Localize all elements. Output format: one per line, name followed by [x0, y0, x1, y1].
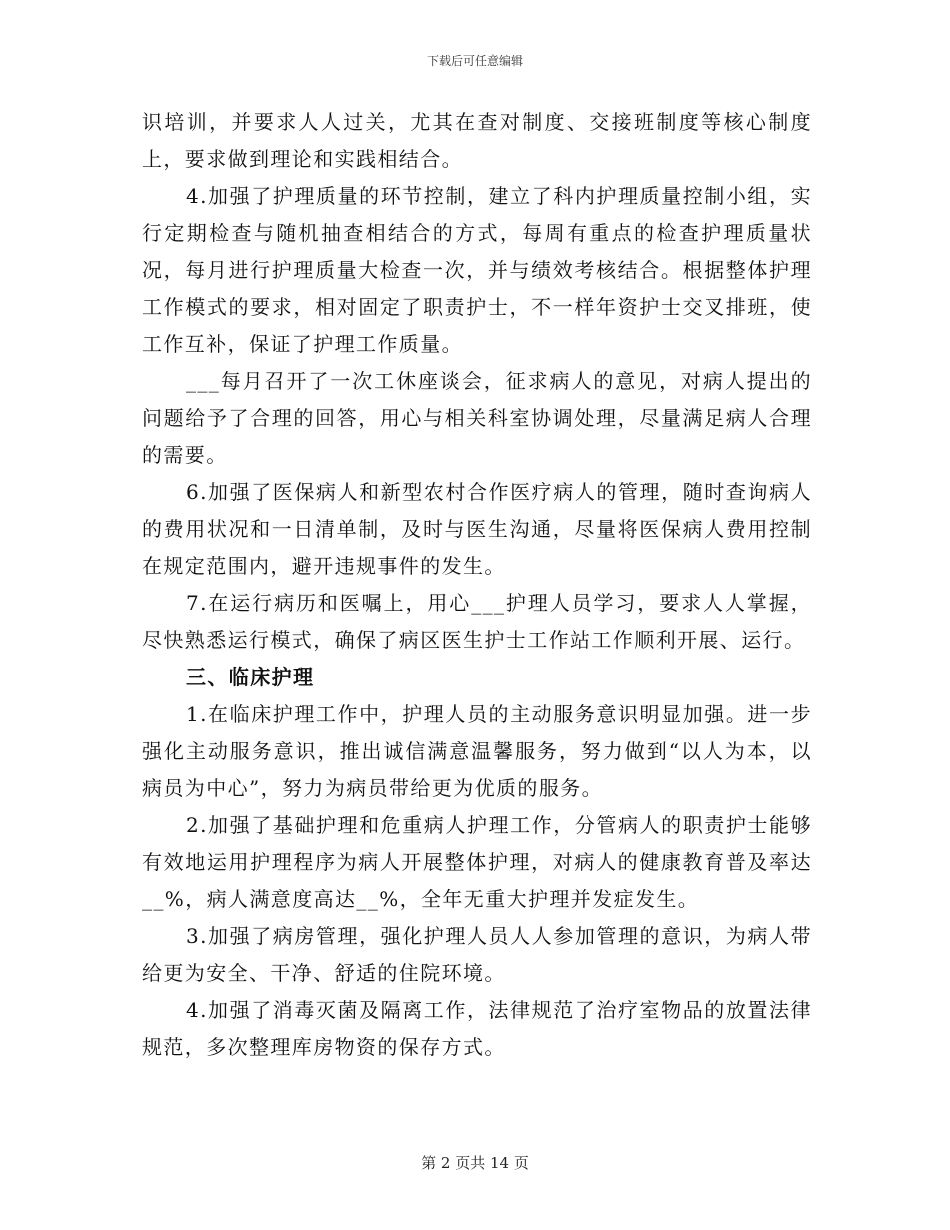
paragraph-clinical-item-4: 4.加强了消毒灭菌及隔离工作，法律规范了治疗室物品的放置法律规范，多次整理库房物资的保存方式。 — [142, 998, 812, 1059]
paragraph-clinical-item-3: 3.加强了病房管理，强化护理人员人人参加管理的意识，为病人带给更为安全、干净、舒适的住院环境。 — [142, 924, 812, 985]
page-header: 下载后可任意编辑 — [426, 54, 523, 68]
paragraph-clinical-item-2: 2.加强了基础护理和危重病人护理工作，分管病人的职责护士能够有效地运用护理程序为病人开展整体护理，对病人的健康教育普及率达__%，病人满意度高达__%，全年无重大护理并发症发生。 — [142, 813, 812, 911]
paragraph-item-5-patient-meeting: ___每月召开了一次工休座谈会，征求病人的意见，对病人提出的问题给予了合理的回答，用心与相关科室协调处理，尽量满足病人合理的需要。 — [142, 369, 812, 467]
page-footer: 第 2 页共 14 页 — [421, 1154, 529, 1172]
paragraph-item-6-insurance: 6.加强了医保病人和新型农村合作医疗病人的管理，随时查询病人的费用状况和一日清单制，及时与医生沟通，尽量将医保病人费用控制在规定范围内，避开违规事件的发生。 — [142, 480, 812, 578]
section-heading-clinical-nursing: 三、临床护理 — [186, 665, 315, 689]
paragraph-clinical-item-1: 1.在临床护理工作中，护理人员的主动服务意识明显加强。进一步强化主动服务意识，推出诚信满意温馨服务，努力做到“以人为本，以病员为中心”，努力为病员带给更为优质的服务。 — [142, 702, 812, 800]
paragraph-continuation: 识培训，并要求人人过关，尤其在查对制度、交接班制度等核心制度上，要求做到理论和实践相结合。 — [142, 110, 812, 171]
paragraph-item-4-quality-control: 4.加强了护理质量的环节控制，建立了科内护理质量控制小组，实行定期检查与随机抽查相结合的方式，每周有重点的检查护理质量状况，每月进行护理质量大检查一次，并与绩效考核结合。根据整体护理工作模式的要求，相对固定了职责护士，不一样年资护士交叉排班，使工作互补，保证了护理工作质量。 — [142, 184, 812, 356]
paragraph-item-7-records: 7.在运行病历和医嘱上，用心___护理人员学习，要求人人掌握，尽快熟悉运行模式，确保了病区医生护士工作站工作顺利开展、运行。 — [142, 591, 812, 652]
document-body — [142, 104, 812, 1066]
